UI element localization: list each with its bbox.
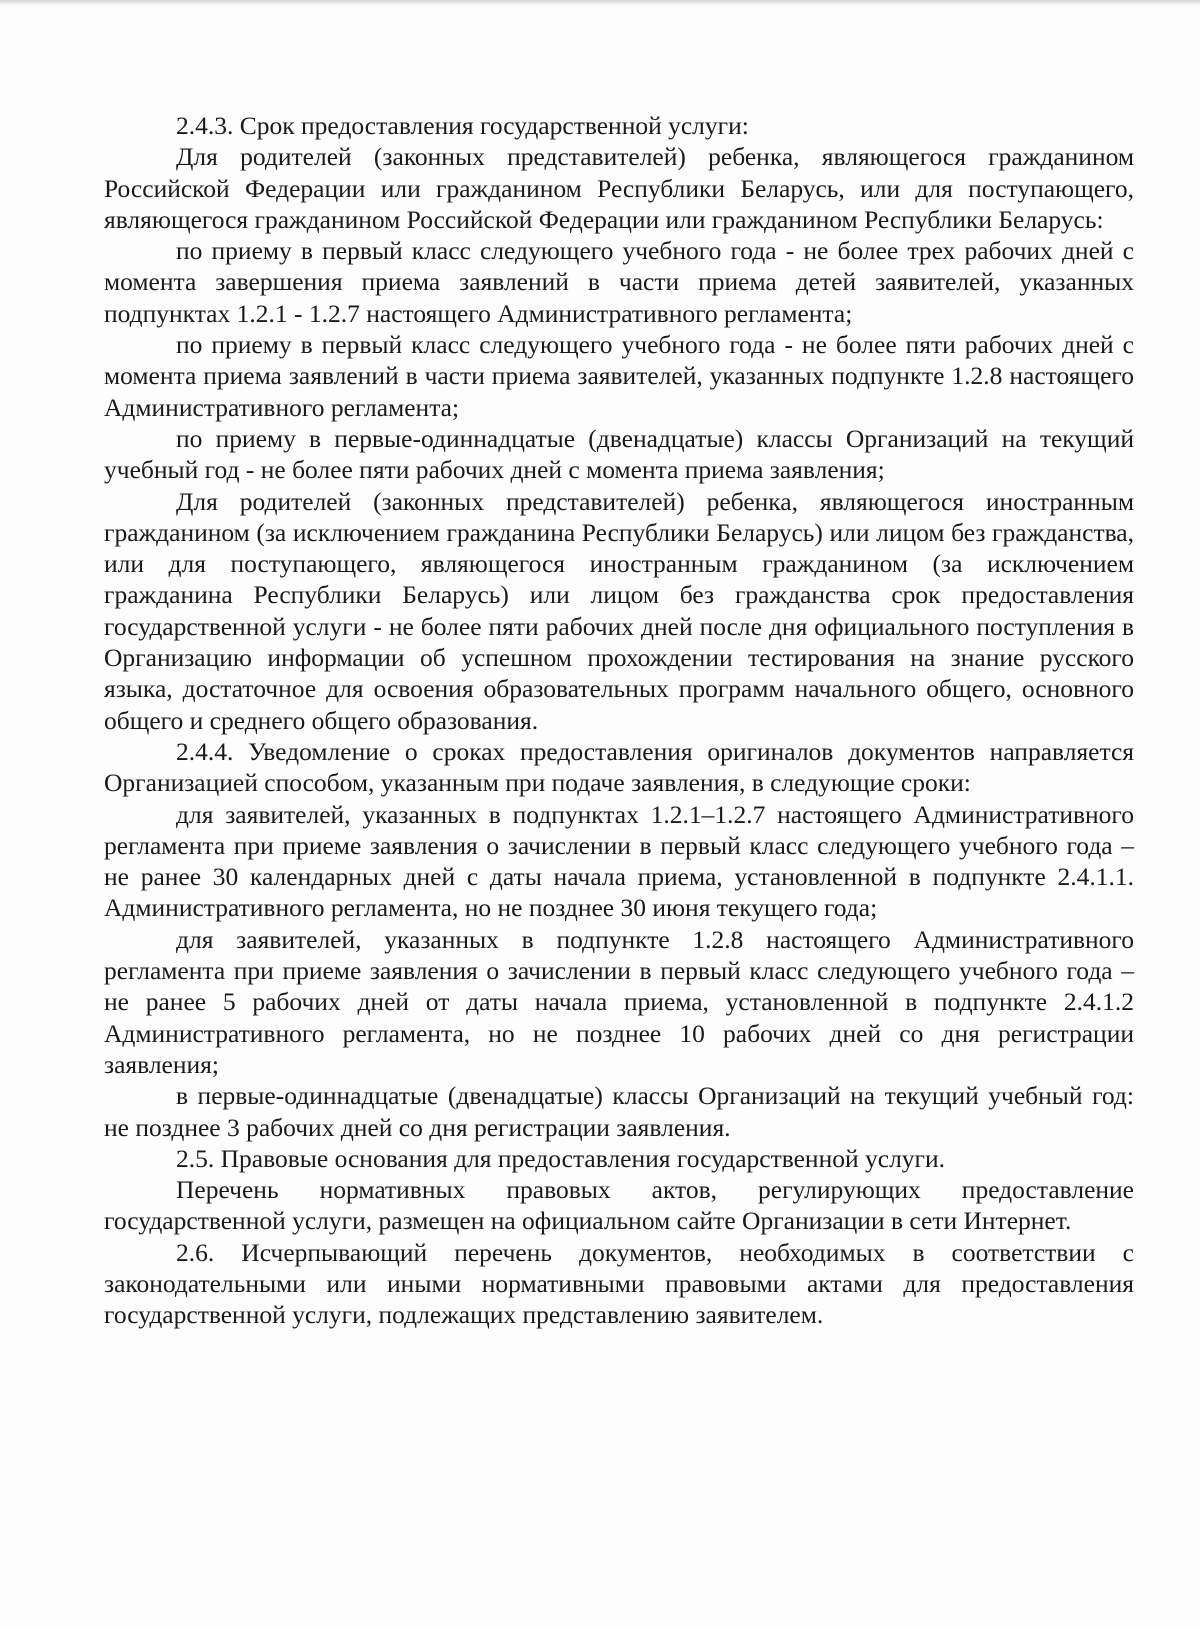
paragraph-applicants-1-2-1-1-2-7: для заявителей, указанных в подпунктах 1.2.1–1.2.7 настоящего Административного регламента при приеме заявления о зачислении в первый класс следующего учебного года – не ранее 30 календарных дней с даты начала приема, установленной в подпункте 2.4.1.1. Административного регламента, но не позднее 30 июня текущего года; xyxy=(104,799,1134,923)
paragraph-citizens-rf-rb: Для родителей (законных представителей) ребенка, являющегося гражданином Российской Федерации или гражданином Республики Беларусь, или для поступающего, являющегося гражданином Российской Федерации или гражданином Республики Беларусь: xyxy=(104,142,1134,234)
document-body xyxy=(104,110,1134,1331)
scan-top-edge xyxy=(0,0,1200,6)
paragraph-2-6-documents-list: 2.6. Исчерпывающий перечень документов, необходимых в соответствии с законодательными или иными нормативными правовыми актами для предоставления государственной услуги, подлежащих представлению заявителем. xyxy=(104,1237,1134,1330)
paragraph-2-5-legal-basis: 2.5. Правовые основания для предоставления государственной услуги. xyxy=(176,1143,946,1173)
paragraph-2-4-4-notification: 2.4.4. Уведомление о сроках предоставления оригиналов документов направляется Организацией способом, указанным при подаче заявления, в следующие сроки: xyxy=(104,736,1134,798)
paragraph-grades-1-11-three-days: в первые-одиннадцатые (двенадцатые) классы Организаций на текущий учебный год: не позднее 3 рабочих дней со дня регистрации заявления. xyxy=(104,1081,1134,1142)
paragraph-foreign-citizens: Для родителей (законных представителей) ребенка, являющегося иностранным гражданином (за исключением гражданина Республики Беларусь) или лицом без гражданства, или для поступающего, являющегося иностранным гражданином (за исключением гражданина Республики Беларусь) или лицом без гражданства срок предоставления государственной услуги - не более пяти рабочих дней после дня официального поступления в Организацию информации об успешном прохождении тестирования на знание русского языка, достаточное для освоения образовательных программ начального общего, основного общего и среднего общего образования. xyxy=(104,486,1134,735)
paragraph-first-grade-three-days: по приему в первый класс следующего учебного года - не более трех рабочих дней с момента завершения приема заявлений в части приема детей заявителей, указанных подпунктах 1.2.1 - 1.2.7 настоящего Административного регламента; xyxy=(104,236,1134,328)
paragraph-applicants-1-2-8: для заявителей, указанных в подпункте 1.2.8 настоящего Административного регламента при приеме заявления о зачислении в первый класс следующего учебного года – не ранее 5 рабочих дней от даты начала приема, установленной в подпункте 2.4.1.2 Административного регламента, но не позднее 10 рабочих дней со дня регистрации заявления; xyxy=(104,924,1134,1079)
paragraph-legal-acts-list: Перечень нормативных правовых актов, регулирующих предоставление государственной услуги, размещен на официальном сайте Организации в сети Интернет. xyxy=(104,1175,1134,1236)
paragraph-2-4-3-heading: 2.4.3. Срок предоставления государственной услуги: xyxy=(176,111,749,140)
paragraph-grades-1-11-current-year: по приему в первые-одиннадцатые (двенадцатые) классы Организаций на текущий учебный год - не более пяти рабочих дней с момента приема заявления; xyxy=(104,423,1134,485)
paragraph-first-grade-five-days: по приему в первый класс следующего учебного года - не более пяти рабочих дней с момента приема заявлений в части приема заявителей, указанных подпункте 1.2.8 настоящего Административного регламента; xyxy=(104,330,1134,422)
